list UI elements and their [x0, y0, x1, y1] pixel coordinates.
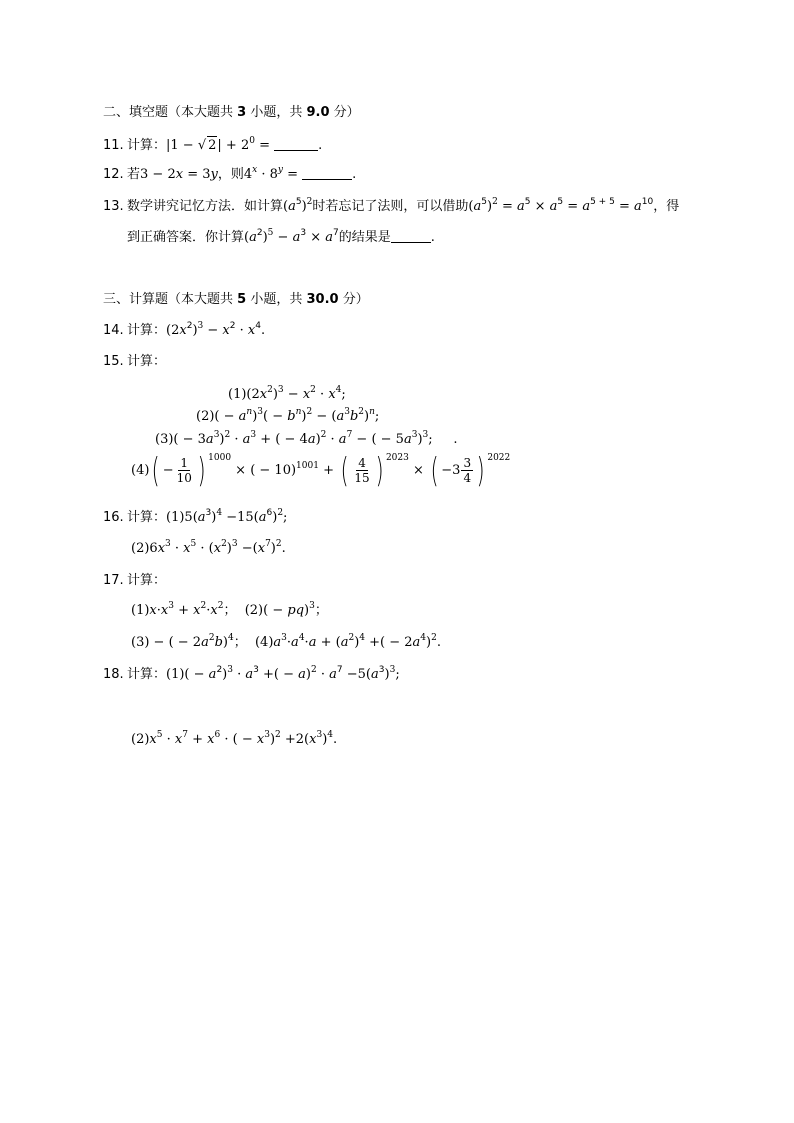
section-3-heading: 三、计算题（本大题共 5 小题，共 30.0 分）	[103, 292, 369, 307]
question-18: 18. 计算：$(1)( - a^2)^3 \cdot a^3$ +( − $a)^2 \cdot a^7 -5(a^3)^3$;	[103, 665, 400, 682]
answer-blank[interactable]	[391, 230, 431, 243]
question-17: 17. 计算：	[103, 573, 167, 588]
question-13-cont: 到正确答案．你计算$(a^2)^5 - a^3 \times a^7$的结果是 .	[127, 228, 435, 245]
q17-parts-1-2: $(1)x\cdot x^3 + x^2\cdot x^2$； (2)( − pq)$^3$；	[131, 601, 328, 618]
question-11: 11. 计算：|1 − √ $2| + 2^0$ = .	[103, 136, 323, 153]
answer-blank[interactable]	[302, 167, 352, 180]
q17-parts-3-4: (3) − ( − $2a^2b)^4$； $(4)a^3\cdot a^4\cdot a + (a^2)^4$ +( − $2a^4)^2$.	[131, 633, 441, 650]
answer-blank[interactable]	[274, 138, 318, 151]
q15-part-1: $(1)(2x^2)^3 - x^2 \cdot x^4$;	[228, 385, 346, 402]
q15-part-3: $(3)( - 3a^3)^2 \cdot a^3$ + ( − $4a)^2 \cdot a^7$ − ( − $5a^3)^3$; .	[155, 430, 458, 447]
q15-part-4: (4)( − $\frac{1}{10}$ ) $^{1000}$ × ( − 10)$^{1001}$ + ( $\frac{4}{15}$ ) $^{2023}$ × ( −3 $\frac{3}{4}$ ) $^{2022}$	[131, 450, 511, 491]
question-15: 15. 计算：	[103, 354, 167, 369]
question-16: 16. 计算：$(1)5(a^3)^4 -15(a^6)^2$;	[103, 508, 288, 525]
question-13: 13. 数学讲究记忆方法．如计算$(a^5)^2$时若忘记了法则，可以借助$(a^5)^2 = a^5 \times a^5 = a^{5 + 5} = a^{10}$，得	[103, 197, 680, 214]
q15-part-2: $(2)( - a^n)^3( - b^n)^2 - (a^3b^2)^n$;	[196, 407, 380, 424]
question-14: 14. 计算：$(2x^2)^3 - x^2 \cdot x^4$.	[103, 321, 266, 338]
q16-part-2: $(2)6x^3 \cdot x^5 \cdot (x^2)^3 -(x^7)^2$.	[131, 539, 286, 556]
question-12: 12. 若3 − 2x = 3y，则$4^x \cdot 8^y$ = .	[103, 165, 357, 182]
q18-part-2: $(2)x^5 \cdot x^7 + x^6$ · ( − $x^3)^2 +2(x^3)^4$.	[131, 730, 338, 747]
section-2-heading: 二、填空题（本大题共 3 小题，共 9.0 分）	[103, 105, 360, 120]
